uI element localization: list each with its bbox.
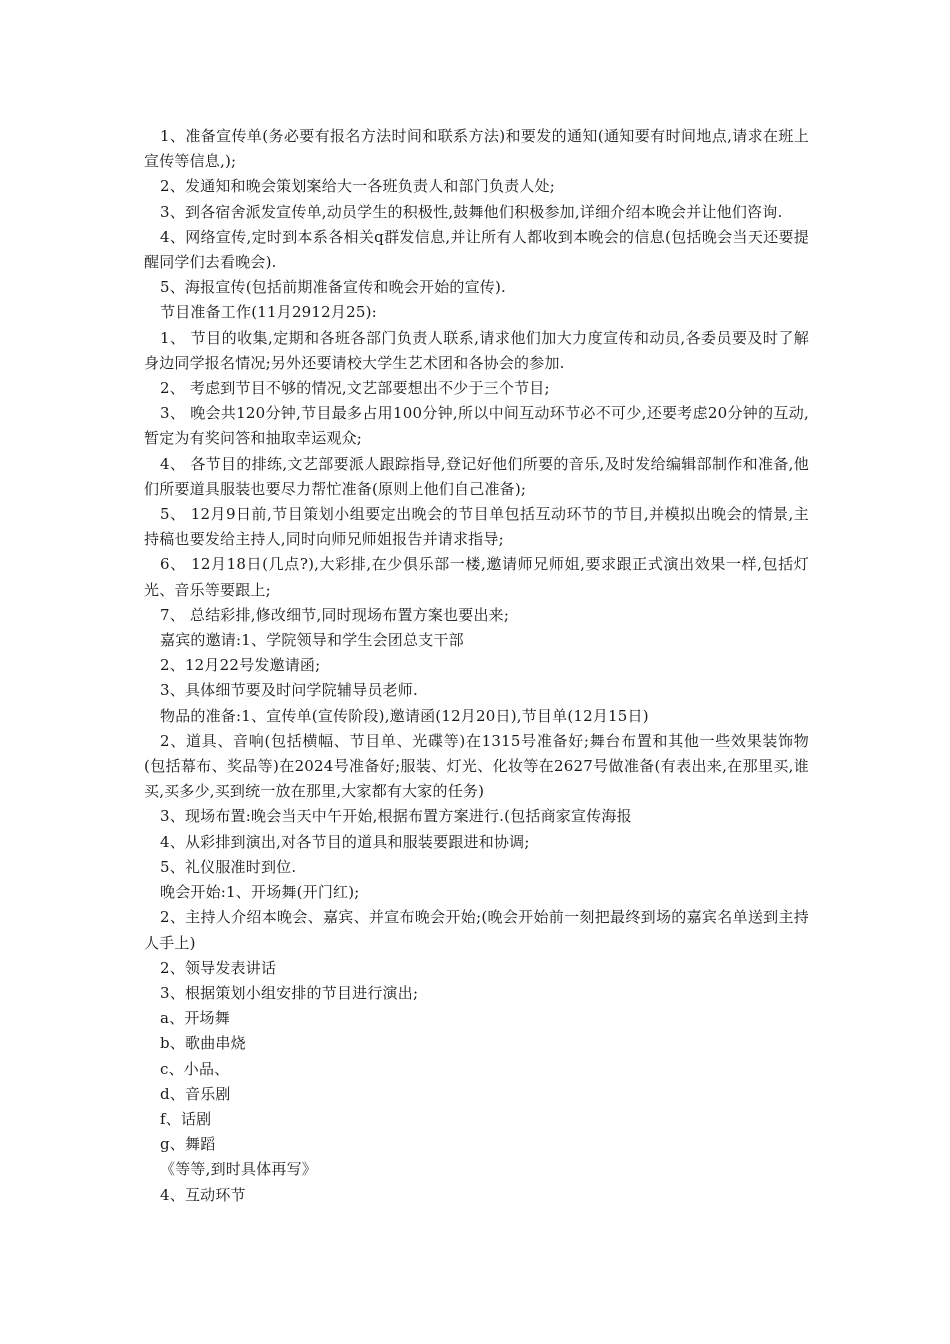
list-item-b: b、歌曲串烧: [160, 1034, 246, 1053]
paragraph-23: 2、主持人介绍本晚会、嘉宾、并宣布晚会开始;(晚会开始前一刻把最终到场的嘉宾名单送到主持人手上): [144, 908, 809, 952]
paragraph-7: 1、 节目的收集,定期和各班各部门负责人联系,请求他们加大力度宣传和动员,各委员要及时了解身边同学报名情况;另外还要请校大学生艺术团和各协会的参加.: [144, 328, 809, 372]
list-item-c: c、小品、: [160, 1059, 230, 1078]
paragraph-33: 4、互动环节: [160, 1185, 246, 1204]
paragraph-20: 4、从彩排到演出,对各节目的道具和服装要跟进和协调;: [160, 832, 530, 851]
paragraph-5: 5、海报宣传(包括前期准备宣传和晚会开始的宣传).: [160, 278, 507, 297]
list-item-f: f、话剧: [160, 1109, 212, 1128]
paragraph-25: 3、根据策划小组安排的节目进行演出;: [160, 983, 419, 1002]
document-body: [144, 124, 809, 1208]
paragraph-9: 3、 晚会共120分钟,节目最多占用100分钟,所以中间互动环节必不可少,还要考虑20分钟的互动,暂定为有奖问答和抽取幸运观众;: [144, 404, 809, 448]
paragraph-2: 2、发通知和晚会策划案给大一各班负责人和部门负责人处;: [160, 177, 555, 196]
paragraph-24: 2、领导发表讲话: [160, 958, 277, 977]
paragraph-10: 4、 各节目的排练,文艺部要派人跟踪指导,登记好他们所要的音乐,及时发给编辑部制作和准备,他们所要道具服装也要尽力帮忙准备(原则上他们自己准备);: [144, 454, 809, 498]
section-heading-supplies: 物品的准备:1、宣传单(宣传阶段),邀请函(12月20日),节目单(12月15日): [160, 706, 649, 725]
paragraph-21: 5、礼仪服准时到位.: [160, 857, 297, 876]
paragraph-16: 3、具体细节要及时问学院辅导员老师.: [160, 681, 418, 700]
section-heading-program: 节目准备工作(11月2912月25):: [160, 303, 377, 322]
paragraph-4: 4、网络宣传,定时到本系各相关q群发信息,并让所有人都收到本晚会的信息(包括晚会当天还要提醒同学们去看晚会).: [144, 227, 809, 272]
list-item-g: g、舞蹈: [160, 1135, 216, 1154]
paragraph-32: 《等等,到时具体再写》: [160, 1160, 317, 1179]
paragraph-18: 2、道具、音响(包括横幅、节目单、光碟等)在1315号准备好;舞台布置和其他一些效果装饰物(包括幕布、奖品等)在2024号准备好;服装、灯光、化妆等在2627号做准备(有表出来,在那里买,谁买,买多少,买到统一放在那里,大家都有大家的任务): [144, 731, 809, 801]
paragraph-1: 1、准备宣传单(务必要有报名方法时间和联系方法)和要发的通知(通知要有时间地点,请求在班上宣传等信息,);: [144, 127, 809, 171]
paragraph-8: 2、 考虑到节目不够的情况,文艺部要想出不少于三个节目;: [160, 379, 550, 398]
list-item-a: a、开场舞: [160, 1009, 230, 1028]
paragraph-11: 5、 12月9日前,节目策划小组要定出晚会的节目单包括互动环节的节目,并模拟出晚会的情景,主持稿也要发给主持人,同时向师兄师姐报告并请求指导;: [144, 505, 809, 549]
section-heading-guests: 嘉宾的邀请:1、学院领导和学生会团总支干部: [160, 631, 464, 650]
list-item-d: d、音乐剧: [160, 1084, 231, 1103]
paragraph-19: 3、现场布置:晚会当天中午开始,根据布置方案进行.(包括商家宣传海报: [160, 807, 632, 826]
section-heading-show: 晚会开始:1、开场舞(开门红);: [160, 883, 360, 902]
paragraph-13: 7、 总结彩排,修改细节,同时现场布置方案也要出来;: [160, 605, 510, 624]
paragraph-15: 2、12月22号发邀请函;: [160, 656, 321, 675]
paragraph-3: 3、到各宿舍派发宣传单,动员学生的积极性,鼓舞他们积极参加,详细介绍本晚会并让他们咨询.: [160, 202, 783, 221]
paragraph-12: 6、 12月18日(几点?),大彩排,在少俱乐部一楼,邀请师兄师姐,要求跟正式演出效果一样,包括灯光、音乐等要跟上;: [144, 555, 809, 599]
